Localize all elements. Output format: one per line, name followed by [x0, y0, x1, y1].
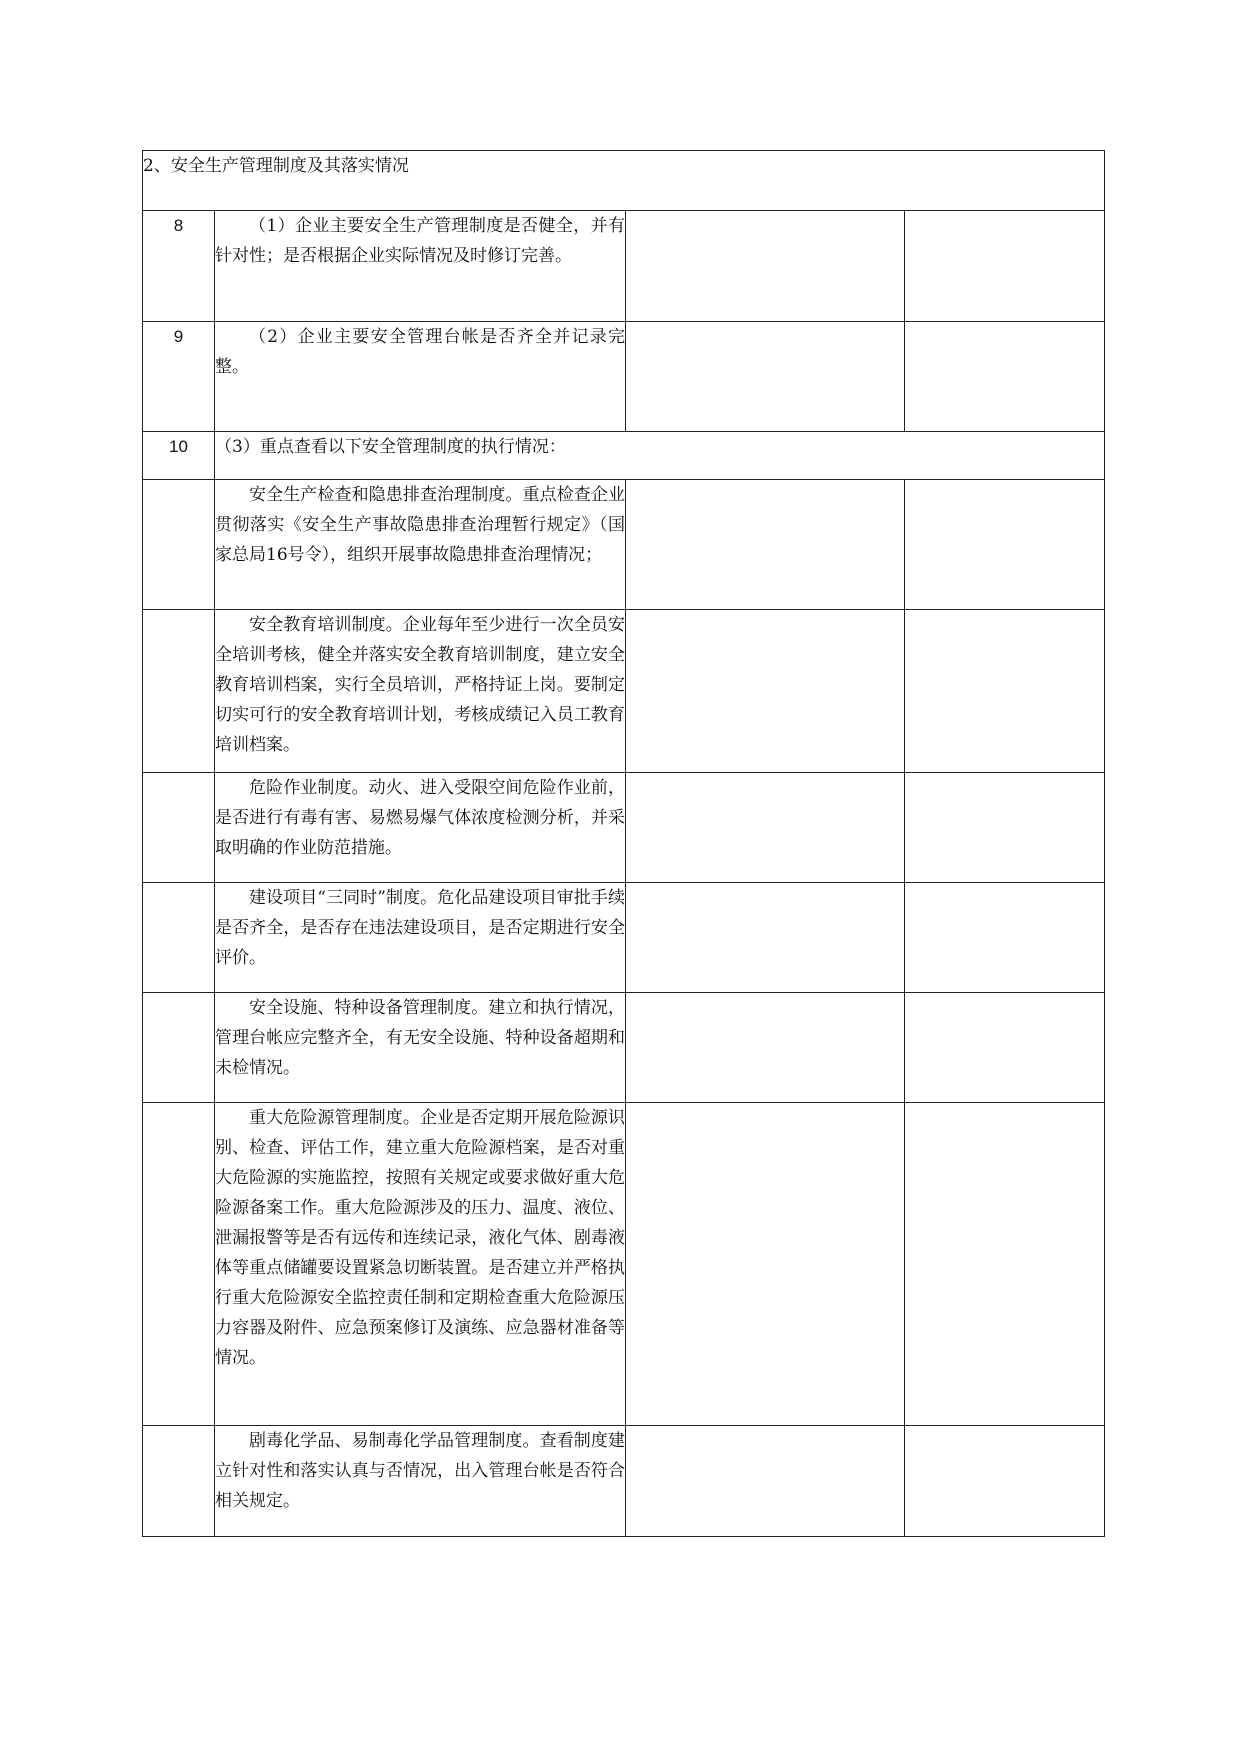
table-row [143, 773, 1105, 883]
remarks-cell[interactable] [905, 1103, 1105, 1426]
section-title: 2、安全生产管理制度及其落实情况 [143, 151, 1105, 211]
check-item-text: （2）企业主要安全管理台帐是否齐全并记录完整。 [215, 327, 625, 377]
check-item [215, 993, 626, 1103]
inspection-checklist-table [142, 150, 1105, 1537]
row-number [143, 773, 215, 883]
check-result-cell[interactable] [626, 1426, 905, 1537]
check-result-cell[interactable] [626, 610, 905, 773]
table-row [143, 211, 1105, 322]
check-item-text: 重大危险源管理制度。企业是否定期开展危险源识别、检查、评估工作，建立重大危险源档案，是否对重大危险源的实施监控，按照有关规定或要求做好重大危险源备案工作。重大危险源涉及的压力、温度、液位、泄漏报警等是否有远传和连续记录，液化气体、剧毒液体等重点储罐要设置紧急切断装置。是否建立并严格执行重大危险源安全监控责任制和定期检查重大危险源压力容器及附件、应急预案修订及演练、应急器材准备等情况。 [215, 1108, 625, 1368]
row-number [143, 883, 215, 993]
check-item-text: 建设项目“三同时”制度。危化品建设项目审批手续是否齐全，是否存在违法建设项目，是否定期进行安全评价。 [215, 888, 625, 968]
table-row [143, 883, 1105, 993]
table-row [143, 993, 1105, 1103]
section-header-row [143, 151, 1105, 211]
row-number: 10 [143, 432, 215, 480]
row-number [143, 1426, 215, 1537]
check-result-cell[interactable] [626, 211, 905, 322]
table-row [143, 480, 1105, 610]
row-number [143, 1103, 215, 1426]
check-item [215, 883, 626, 993]
check-result-cell[interactable] [626, 480, 905, 610]
check-item [215, 322, 626, 432]
remarks-cell[interactable] [905, 610, 1105, 773]
row-number: 9 [143, 322, 215, 432]
check-result-cell[interactable] [626, 322, 905, 432]
check-item-text: （1）企业主要安全生产管理制度是否健全，并有针对性；是否根据企业实际情况及时修订完善。 [215, 216, 625, 266]
check-result-cell[interactable] [626, 773, 905, 883]
remarks-cell[interactable] [905, 211, 1105, 322]
subsection-title: （3）重点查看以下安全管理制度的执行情况： [215, 432, 1105, 480]
check-item [215, 211, 626, 322]
remarks-cell[interactable] [905, 773, 1105, 883]
remarks-cell[interactable] [905, 993, 1105, 1103]
table-row [143, 1103, 1105, 1426]
remarks-cell[interactable] [905, 480, 1105, 610]
check-item [215, 773, 626, 883]
check-item [215, 480, 626, 610]
remarks-cell[interactable] [905, 883, 1105, 993]
row-number: 8 [143, 211, 215, 322]
check-result-cell[interactable] [626, 1103, 905, 1426]
check-result-cell[interactable] [626, 883, 905, 993]
check-result-cell[interactable] [626, 993, 905, 1103]
row-number [143, 993, 215, 1103]
remarks-cell[interactable] [905, 1426, 1105, 1537]
table-row [143, 610, 1105, 773]
check-item [215, 1103, 626, 1426]
check-item [215, 610, 626, 773]
subsection-row [143, 432, 1105, 480]
table-row [143, 1426, 1105, 1537]
row-number [143, 610, 215, 773]
row-number [143, 480, 215, 610]
check-item-text: 剧毒化学品、易制毒化学品管理制度。查看制度建立针对性和落实认真与否情况，出入管理台帐是否符合相关规定。 [215, 1431, 625, 1511]
check-item [215, 1426, 626, 1537]
check-item-text: 安全教育培训制度。企业每年至少进行一次全员安全培训考核，健全并落实安全教育培训制度，建立安全教育培训档案，实行全员培训，严格持证上岗。要制定切实可行的安全教育培训计划，考核成绩记入员工教育培训档案。 [215, 615, 625, 755]
table-row [143, 322, 1105, 432]
check-item-text: 危险作业制度。动火、进入受限空间危险作业前，是否进行有毒有害、易燃易爆气体浓度检测分析，并采取明确的作业防范措施。 [215, 778, 625, 858]
check-item-text: 安全设施、特种设备管理制度。建立和执行情况，管理台帐应完整齐全，有无安全设施、特种设备超期和未检情况。 [215, 998, 625, 1078]
check-item-text: 安全生产检查和隐患排查治理制度。重点检查企业贯彻落实《安全生产事故隐患排查治理暂行规定》（国家总局16号令），组织开展事故隐患排查治理情况； [215, 485, 625, 565]
remarks-cell[interactable] [905, 322, 1105, 432]
